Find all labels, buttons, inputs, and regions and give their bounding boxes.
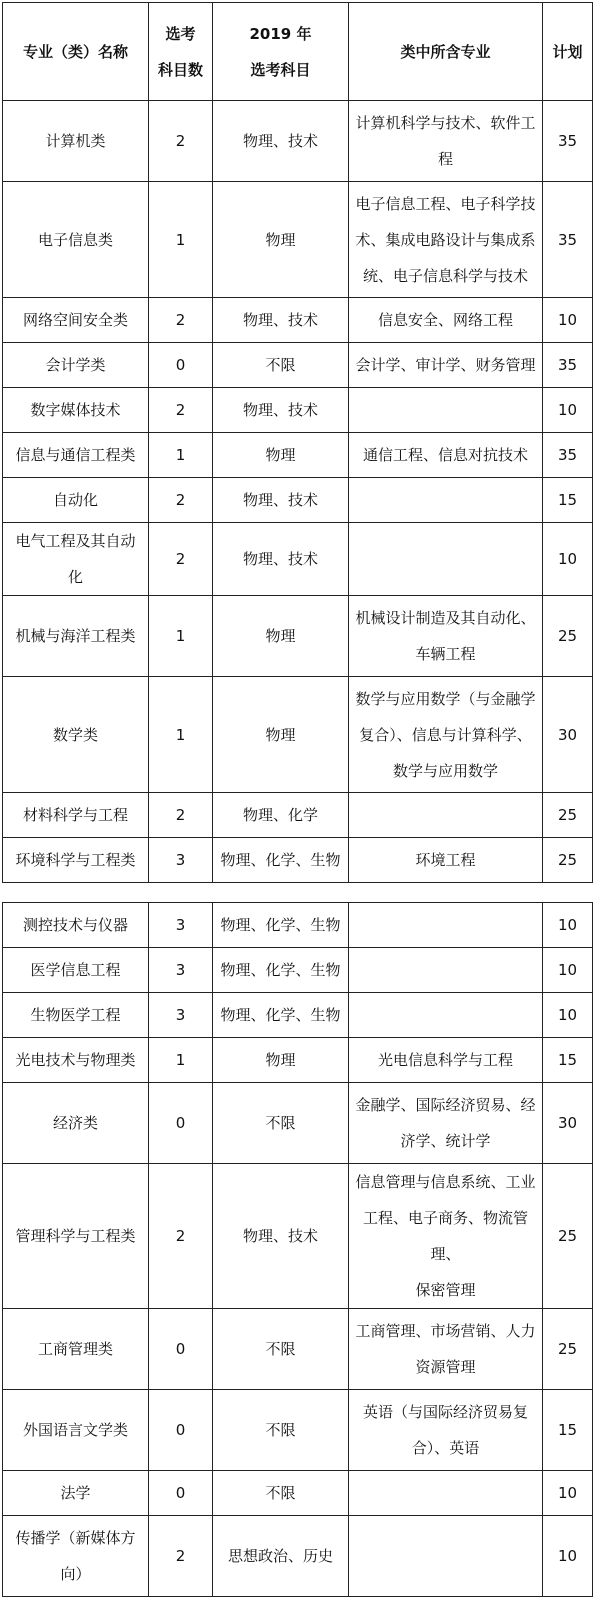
cell-name-line: 电气工程及其自动 bbox=[15, 532, 136, 550]
table-row bbox=[3, 1516, 593, 1597]
cell-majors-line: 工程、电子商务、物流管理、 bbox=[362, 1209, 528, 1263]
cell-majors-line: 会计学、审计学、财务管理 bbox=[355, 356, 536, 374]
table-row bbox=[3, 993, 593, 1038]
cell-count: 3 bbox=[149, 903, 213, 948]
cell-name bbox=[3, 1309, 149, 1390]
cell-name bbox=[3, 1038, 149, 1083]
cell-name bbox=[3, 596, 149, 677]
cell-majors bbox=[349, 182, 543, 298]
table-row bbox=[3, 1309, 593, 1390]
header-row bbox=[3, 3, 593, 101]
cell-count: 2 bbox=[149, 298, 213, 343]
header-count-line: 选考 bbox=[165, 24, 196, 43]
cell-name-line: 会计学类 bbox=[45, 356, 106, 374]
table-row bbox=[3, 388, 593, 433]
cell-count: 3 bbox=[149, 838, 213, 883]
cell-count: 3 bbox=[149, 993, 213, 1038]
cell-majors bbox=[349, 343, 543, 388]
header-count-line: 科目数 bbox=[157, 60, 203, 79]
cell-majors bbox=[349, 478, 543, 523]
cell-majors-line: 工商管理、市场营销、人力 bbox=[355, 1322, 536, 1340]
header-plan-line: 计划 bbox=[552, 42, 583, 61]
cell-majors-line: 信息安全、网络工程 bbox=[377, 311, 513, 329]
cell-majors bbox=[349, 838, 543, 883]
cell-majors bbox=[349, 677, 543, 793]
cell-name-line: 化 bbox=[67, 568, 83, 586]
cell-majors bbox=[349, 948, 543, 993]
cell-subjects: 不限 bbox=[213, 1309, 349, 1390]
table-row bbox=[3, 101, 593, 182]
cell-majors-line: 金融学、国际经济贸易、经 bbox=[355, 1096, 536, 1114]
cell-name-line: 环境科学与工程类 bbox=[15, 851, 136, 869]
cell-plan: 10 bbox=[543, 948, 593, 993]
header-subjects bbox=[213, 3, 349, 101]
cell-plan: 10 bbox=[543, 298, 593, 343]
cell-name-line: 计算机类 bbox=[45, 132, 106, 150]
table-row bbox=[3, 523, 593, 596]
cell-majors bbox=[349, 1164, 543, 1309]
cell-name bbox=[3, 298, 149, 343]
cell-name bbox=[3, 793, 149, 838]
cell-name bbox=[3, 388, 149, 433]
cell-name bbox=[3, 1516, 149, 1597]
cell-majors bbox=[349, 1390, 543, 1471]
cell-count: 0 bbox=[149, 1309, 213, 1390]
cell-majors-line: 济学、统计学 bbox=[400, 1132, 491, 1150]
cell-majors-line: 数学与应用数学（与金融学 bbox=[355, 689, 536, 708]
cell-name-line: 信息与通信工程类 bbox=[15, 446, 136, 464]
cell-majors bbox=[349, 1083, 543, 1164]
cell-name bbox=[3, 1083, 149, 1164]
table-row bbox=[3, 838, 593, 883]
table-row bbox=[3, 343, 593, 388]
cell-plan: 35 bbox=[543, 343, 593, 388]
table-row bbox=[3, 948, 593, 993]
cell-count: 0 bbox=[149, 343, 213, 388]
cell-count: 2 bbox=[149, 1164, 213, 1309]
cell-subjects: 不限 bbox=[213, 1083, 349, 1164]
table-row bbox=[3, 298, 593, 343]
cell-majors bbox=[349, 523, 543, 596]
table-row bbox=[3, 596, 593, 677]
cell-name-line: 网络空间安全类 bbox=[22, 311, 128, 329]
cell-plan: 25 bbox=[543, 596, 593, 677]
cell-subjects: 物理、技术 bbox=[213, 523, 349, 596]
header-count bbox=[149, 3, 213, 101]
cell-majors-line: 信息管理与信息系统、工业 bbox=[355, 1173, 536, 1191]
cell-name-line: 电子信息类 bbox=[37, 230, 113, 249]
cell-count: 2 bbox=[149, 478, 213, 523]
cell-name bbox=[3, 677, 149, 793]
cell-majors-line: 统、电子信息科学与技术 bbox=[362, 266, 528, 285]
cell-name-line: 材料科学与工程 bbox=[22, 806, 128, 824]
cell-majors-line: 程 bbox=[437, 150, 453, 168]
cell-majors-line: 英语（与国际经济贸易复 bbox=[362, 1403, 528, 1421]
cell-majors bbox=[349, 993, 543, 1038]
cell-subjects: 物理、化学、生物 bbox=[213, 948, 349, 993]
cell-count: 2 bbox=[149, 388, 213, 433]
cell-subjects: 物理、化学、生物 bbox=[213, 903, 349, 948]
cell-count: 1 bbox=[149, 596, 213, 677]
cell-plan: 10 bbox=[543, 388, 593, 433]
table-row bbox=[3, 903, 593, 948]
header-subjects-line: 选考科目 bbox=[250, 60, 311, 79]
cell-subjects: 物理、化学、生物 bbox=[213, 838, 349, 883]
cell-subjects: 物理、技术 bbox=[213, 388, 349, 433]
cell-count: 1 bbox=[149, 182, 213, 298]
table-row bbox=[3, 1083, 593, 1164]
cell-name-line: 向） bbox=[60, 1565, 91, 1583]
cell-name-line: 生物医学工程 bbox=[30, 1006, 121, 1024]
cell-plan: 35 bbox=[543, 182, 593, 298]
cell-subjects: 不限 bbox=[213, 1390, 349, 1471]
cell-plan: 30 bbox=[543, 677, 593, 793]
cell-name-line: 工商管理类 bbox=[37, 1340, 113, 1358]
cell-subjects: 物理 bbox=[213, 677, 349, 793]
cell-name-line: 数学类 bbox=[52, 725, 98, 744]
admission-table-part1 bbox=[2, 2, 593, 883]
table-row bbox=[3, 677, 593, 793]
cell-name-line: 外国语言文学类 bbox=[22, 1421, 128, 1439]
table-row bbox=[3, 1164, 593, 1309]
cell-name bbox=[3, 1390, 149, 1471]
cell-name-line: 自动化 bbox=[52, 491, 98, 509]
cell-plan: 10 bbox=[543, 1471, 593, 1516]
cell-majors-line: 保密管理 bbox=[415, 1281, 476, 1299]
cell-majors-line: 环境工程 bbox=[415, 851, 476, 869]
cell-majors bbox=[349, 1038, 543, 1083]
cell-majors bbox=[349, 298, 543, 343]
cell-count: 2 bbox=[149, 101, 213, 182]
cell-name bbox=[3, 101, 149, 182]
cell-plan: 35 bbox=[543, 433, 593, 478]
cell-majors-line: 数学与应用数学 bbox=[392, 761, 498, 780]
cell-majors-line: 计算机科学与技术、软件工 bbox=[355, 114, 536, 132]
cell-plan: 30 bbox=[543, 1083, 593, 1164]
cell-name bbox=[3, 478, 149, 523]
cell-name bbox=[3, 948, 149, 993]
cell-subjects: 物理、技术 bbox=[213, 1164, 349, 1309]
cell-subjects: 不限 bbox=[213, 343, 349, 388]
cell-majors bbox=[349, 101, 543, 182]
cell-count: 2 bbox=[149, 1516, 213, 1597]
table-row bbox=[3, 182, 593, 298]
table-row bbox=[3, 1390, 593, 1471]
cell-count: 0 bbox=[149, 1471, 213, 1516]
cell-count: 1 bbox=[149, 1038, 213, 1083]
cell-plan: 25 bbox=[543, 1164, 593, 1309]
header-subjects-line: 2019 年 bbox=[249, 24, 312, 43]
cell-count: 0 bbox=[149, 1390, 213, 1471]
cell-subjects: 物理、化学、生物 bbox=[213, 993, 349, 1038]
cell-majors bbox=[349, 903, 543, 948]
cell-name bbox=[3, 838, 149, 883]
cell-name-line: 管理科学与工程类 bbox=[15, 1227, 136, 1245]
cell-name-line: 测控技术与仪器 bbox=[22, 916, 128, 934]
cell-plan: 10 bbox=[543, 523, 593, 596]
cell-majors-line: 资源管理 bbox=[415, 1358, 476, 1376]
cell-majors bbox=[349, 1309, 543, 1390]
cell-name-line: 数字媒体技术 bbox=[30, 401, 121, 419]
cell-majors-line: 术、集成电路设计与集成系 bbox=[355, 230, 536, 249]
cell-plan: 10 bbox=[543, 1516, 593, 1597]
cell-name bbox=[3, 343, 149, 388]
header-majors bbox=[349, 3, 543, 101]
cell-plan: 15 bbox=[543, 1390, 593, 1471]
cell-plan: 15 bbox=[543, 478, 593, 523]
cell-majors-line: 复合）、信息与计算科学、 bbox=[359, 725, 532, 744]
table-row bbox=[3, 1471, 593, 1516]
cell-name bbox=[3, 1471, 149, 1516]
cell-subjects: 物理 bbox=[213, 1038, 349, 1083]
table-row bbox=[3, 433, 593, 478]
cell-name bbox=[3, 1164, 149, 1309]
cell-majors bbox=[349, 1471, 543, 1516]
cell-name-line: 法学 bbox=[60, 1484, 91, 1502]
cell-majors bbox=[349, 793, 543, 838]
cell-name-line: 传播学（新媒体方 bbox=[15, 1529, 136, 1547]
cell-plan: 10 bbox=[543, 903, 593, 948]
header-plan bbox=[543, 3, 593, 101]
cell-subjects: 物理 bbox=[213, 182, 349, 298]
cell-subjects: 物理、技术 bbox=[213, 478, 349, 523]
cell-subjects: 物理 bbox=[213, 596, 349, 677]
cell-count: 0 bbox=[149, 1083, 213, 1164]
cell-name bbox=[3, 523, 149, 596]
table-row bbox=[3, 793, 593, 838]
cell-majors bbox=[349, 433, 543, 478]
cell-count: 3 bbox=[149, 948, 213, 993]
cell-plan: 15 bbox=[543, 1038, 593, 1083]
header-majors-line: 类中所含专业 bbox=[400, 42, 491, 61]
cell-count: 2 bbox=[149, 523, 213, 596]
cell-name bbox=[3, 433, 149, 478]
cell-plan: 10 bbox=[543, 993, 593, 1038]
cell-majors bbox=[349, 1516, 543, 1597]
table-row bbox=[3, 478, 593, 523]
cell-majors-line: 合）、英语 bbox=[411, 1439, 480, 1457]
cell-name-line: 机械与海洋工程类 bbox=[15, 627, 136, 645]
table-row bbox=[3, 1038, 593, 1083]
cell-name-line: 经济类 bbox=[52, 1114, 98, 1132]
cell-subjects: 不限 bbox=[213, 1471, 349, 1516]
cell-subjects: 思想政治、历史 bbox=[213, 1516, 349, 1597]
cell-majors-line: 车辆工程 bbox=[415, 645, 476, 663]
cell-majors bbox=[349, 388, 543, 433]
cell-name-line: 医学信息工程 bbox=[30, 961, 121, 979]
cell-majors-line: 机械设计制造及其自动化、 bbox=[355, 609, 536, 627]
cell-plan: 25 bbox=[543, 793, 593, 838]
cell-majors-line: 通信工程、信息对抗技术 bbox=[362, 446, 528, 464]
cell-name-line: 光电技术与物理类 bbox=[15, 1051, 136, 1069]
cell-count: 2 bbox=[149, 793, 213, 838]
cell-name bbox=[3, 993, 149, 1038]
cell-name bbox=[3, 903, 149, 948]
cell-plan: 25 bbox=[543, 838, 593, 883]
cell-majors-line: 电子信息工程、电子科学技 bbox=[355, 194, 536, 213]
admission-table-part2 bbox=[2, 902, 593, 1597]
cell-majors bbox=[349, 596, 543, 677]
cell-subjects: 物理 bbox=[213, 433, 349, 478]
cell-subjects: 物理、技术 bbox=[213, 101, 349, 182]
cell-subjects: 物理、技术 bbox=[213, 298, 349, 343]
cell-plan: 25 bbox=[543, 1309, 593, 1390]
cell-count: 1 bbox=[149, 433, 213, 478]
cell-name bbox=[3, 182, 149, 298]
cell-plan: 35 bbox=[543, 101, 593, 182]
cell-majors-line: 光电信息科学与工程 bbox=[377, 1051, 513, 1069]
header-name bbox=[3, 3, 149, 101]
cell-count: 1 bbox=[149, 677, 213, 793]
header-name-line: 专业（类）名称 bbox=[22, 42, 128, 61]
cell-subjects: 物理、化学 bbox=[213, 793, 349, 838]
